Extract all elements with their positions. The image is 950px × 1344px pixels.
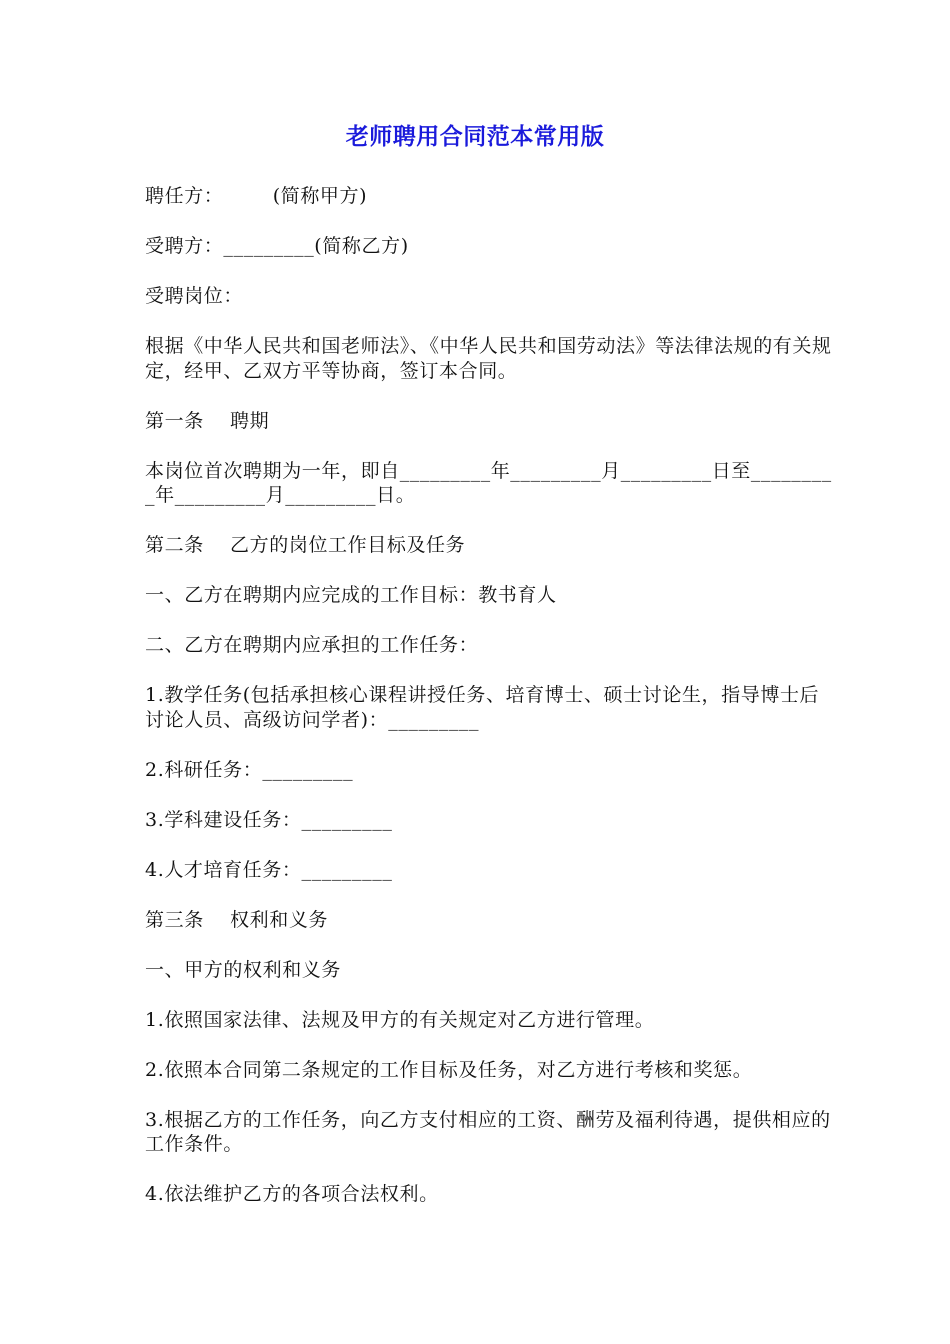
article-3-heading: 第三条 权利和义务 [145, 908, 329, 931]
party-a-line: 聘任方： (简称甲方) [145, 185, 368, 207]
preamble-paragraph: 根据《中华人民共和国老师法》、《中华人民共和国劳动法》等法律法规的有关规定，经甲、乙双方平等协商，签订本合同。 [145, 335, 832, 382]
article-2-heading: 第二条 乙方的岗位工作目标及任务 [145, 534, 466, 556]
document-title: 老师聘用合同范本常用版 [345, 124, 605, 150]
task-item-research: 2.科研任务：_________ [145, 758, 354, 781]
tasks-heading: 二、乙方在聘期内应承担的工作任务： [145, 634, 479, 656]
term-paragraph: 本岗位首次聘期为一年，即自_________年_________月_________日至_________年_________月_________日。 [145, 459, 832, 506]
rights-item-3: 3.根据乙方的工作任务，向乙方支付相应的工资、酬劳及福利待遇，提供相应的工作条件。 [145, 1108, 831, 1155]
document-body [145, 184, 835, 1232]
goal-paragraph: 一、乙方在聘期内应完成的工作目标：教书育人 [145, 584, 557, 606]
party-b-line: 受聘方：_________(简称乙方) [145, 235, 409, 257]
task-item-teaching: 1.教学任务(包括承担核心课程讲授任务、培育博士、硕士讨论生，指导博士后讨论人员、高级访问学者)：_________ [145, 684, 820, 731]
rights-item-2: 2.依照本合同第二条规定的工作目标及任务，对乙方进行考核和奖惩。 [145, 1058, 753, 1081]
position-line: 受聘岗位： [145, 285, 244, 307]
party-a-rights-heading: 一、甲方的权利和义务 [145, 958, 342, 981]
rights-item-4: 4.依法维护乙方的各项合法权利。 [145, 1183, 439, 1205]
task-item-talent: 4.人才培育任务：_________ [145, 858, 393, 881]
rights-item-1: 1.依照国家法律、法规及甲方的有关规定对乙方进行管理。 [145, 1008, 655, 1031]
article-1-heading: 第一条 聘期 [145, 409, 270, 432]
task-item-discipline: 3.学科建设任务：_________ [145, 808, 393, 831]
